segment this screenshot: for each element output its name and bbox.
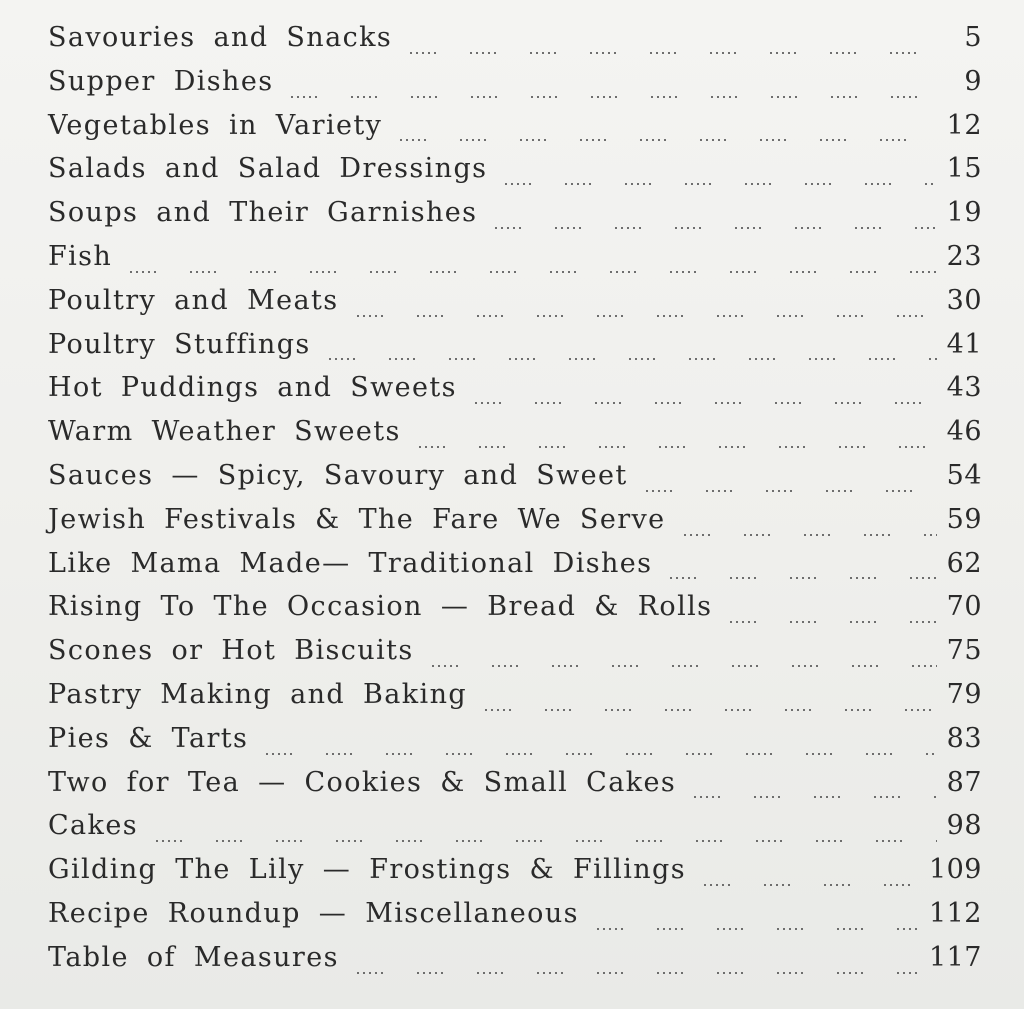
toc-entry: [48, 197, 982, 241]
dot-leader: [355, 315, 937, 317]
dot-leader: [327, 358, 937, 360]
toc-entry-page: 75: [946, 635, 982, 667]
toc-entry-title: Table of Measures: [48, 941, 339, 973]
toc-entry-title: Poultry and Meats: [48, 284, 339, 316]
toc-entry: [48, 460, 982, 504]
toc-entry-page: 41: [946, 328, 982, 360]
toc-entry: [48, 591, 982, 635]
dot-leader: [289, 96, 938, 98]
toc-entry-title: Vegetables in Variety: [48, 109, 383, 141]
dot-leader: [398, 139, 936, 141]
dot-leader: [417, 446, 937, 448]
dot-leader: [692, 796, 937, 798]
toc-entry: [48, 241, 982, 285]
toc-entry-page: 83: [946, 722, 982, 754]
toc-entry-title: Warm Weather Sweets: [48, 416, 401, 448]
toc-entry: [48, 548, 982, 592]
toc-entry: [48, 679, 982, 723]
toc-entry-page: 12: [946, 109, 982, 141]
dot-leader: [493, 227, 936, 229]
toc-entry: [48, 153, 982, 197]
toc-entry: [48, 329, 982, 373]
toc-entry: [48, 416, 982, 460]
toc-entry: [48, 635, 982, 679]
dot-leader: [483, 709, 937, 711]
toc-entry-title: Sauces — Spicy, Savoury and Sweet: [48, 459, 628, 491]
dot-leader: [264, 753, 936, 755]
table-of-contents: [48, 22, 982, 986]
toc-entry-page: 54: [946, 459, 982, 491]
toc-entry-page: 5: [964, 22, 982, 53]
toc-entry-page: 19: [946, 197, 982, 229]
toc-entry-page: 87: [946, 766, 982, 798]
toc-entry-title: Fish: [48, 240, 113, 272]
dot-leader: [408, 52, 938, 54]
toc-entry-title: Hot Puddings and Sweets: [48, 372, 457, 404]
dot-leader: [355, 972, 919, 974]
toc-entry-page: 70: [946, 591, 982, 623]
toc-entry-page: 46: [946, 416, 982, 448]
toc-entry-title: Rising To The Occasion — Bread & Rolls: [48, 591, 713, 623]
toc-entry-page: 79: [946, 678, 982, 710]
toc-entry-title: Cakes: [48, 810, 138, 842]
toc-entry: [48, 854, 982, 898]
toc-entry-page: 23: [946, 240, 982, 272]
toc-entry-title: Recipe Roundup — Miscellaneous: [48, 897, 579, 929]
toc-entry-title: Gilding The Lily — Frostings & Fillings: [48, 854, 686, 886]
toc-entry-title: Supper Dishes: [48, 65, 274, 97]
toc-entry-title: Pies & Tarts: [48, 722, 249, 754]
toc-entry-page: 109: [928, 854, 982, 886]
toc-entry-page: 9: [964, 65, 982, 97]
toc-entry: [48, 372, 982, 416]
toc-entry-title: Like Mama Made— Traditional Dishes: [48, 547, 653, 579]
toc-entry-title: Pastry Making and Baking: [48, 678, 468, 710]
dot-leader: [595, 928, 919, 930]
toc-entry-page: 30: [946, 284, 982, 316]
toc-entry-page: 98: [946, 810, 982, 842]
toc-entry-page: 59: [946, 503, 982, 535]
dot-leader: [644, 490, 937, 492]
toc-entry: [48, 942, 982, 986]
toc-entry: [48, 285, 982, 329]
toc-entry: [48, 110, 982, 154]
dot-leader: [728, 621, 936, 623]
toc-entry-page: 62: [946, 547, 982, 579]
dot-leader: [682, 534, 937, 536]
toc-entry-page: 117: [928, 941, 982, 973]
toc-entry: [48, 810, 982, 854]
toc-entry-page: 43: [946, 372, 982, 404]
toc-entry: [48, 22, 982, 66]
dot-leader: [154, 840, 937, 842]
toc-entry: [48, 767, 982, 811]
toc-entry-title: Soups and Their Garnishes: [48, 197, 478, 229]
toc-entry-page: 112: [928, 897, 982, 929]
toc-entry: [48, 66, 982, 110]
toc-entry-title: Two for Tea — Cookies & Small Cakes: [48, 766, 677, 798]
toc-entry-title: Poultry Stuffings: [48, 328, 311, 360]
dot-leader: [668, 577, 936, 579]
toc-entry-page: 15: [946, 153, 982, 185]
dot-leader: [702, 884, 919, 886]
dot-leader: [128, 271, 936, 273]
dot-leader: [430, 665, 937, 667]
toc-entry-title: Jewish Festivals & The Fare We Serve: [48, 503, 666, 535]
toc-entry: [48, 898, 982, 942]
dot-leader: [503, 183, 936, 185]
toc-entry-title: Scones or Hot Biscuits: [48, 635, 414, 667]
toc-entry: [48, 723, 982, 767]
toc-entry-title: Savouries and Snacks: [48, 22, 393, 53]
dot-leader: [473, 402, 937, 404]
toc-entry: [48, 504, 982, 548]
toc-entry-title: Salads and Salad Dressings: [48, 153, 488, 185]
